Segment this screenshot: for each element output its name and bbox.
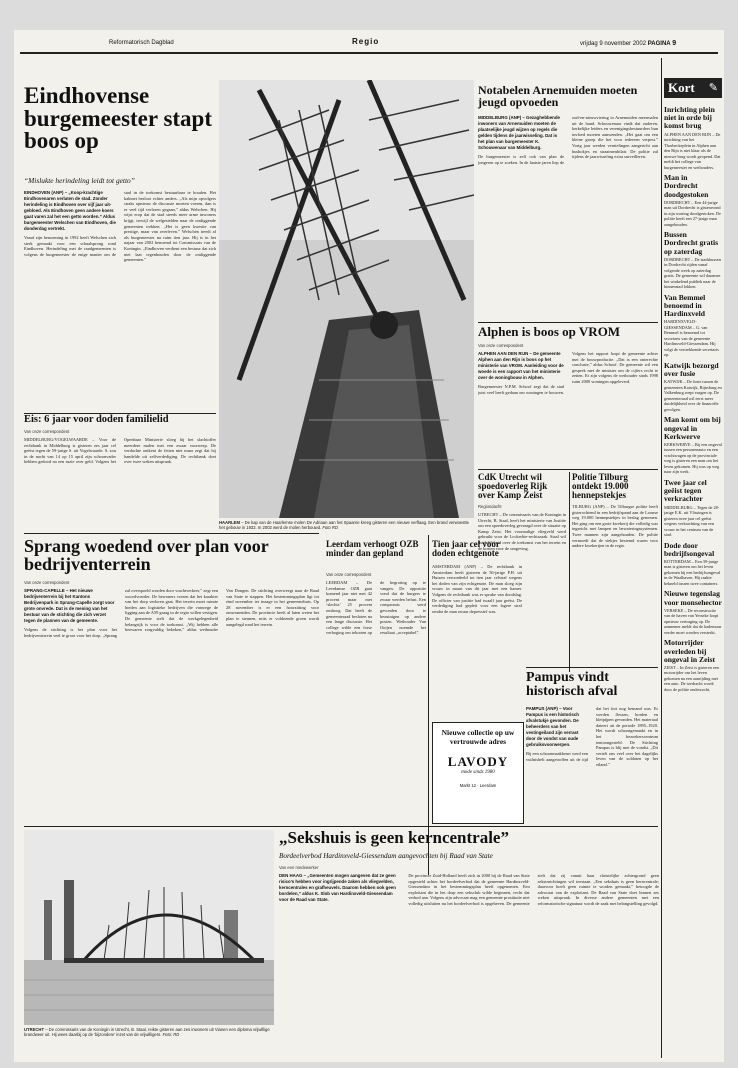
lead-text: Vanaf zijn benoeming in 1992 heeft Welschen zich sterk gemaakt voor een schaalsprong rond Eindhoven. Herindeling met de randgemeenten is volgens de burgemeester de enige manier om de stad in de toekomst bestuurbaar te houden. Het kabinet besloot echter anders. „Als mijn opvolgers straks opnieuw de discussie moeten voeren, dan is er veel tijd verloren gegaan,” aldus Welschen. Hij wijst erop dat de stad steeds meer arme inwoners krijgt, terwijl de welgestelden naar de omliggende gemeenten trekken. „Het is geen kwestie van prestige, maar van overleven.” Welschen treedt af als burgemeester na ruim tien jaar. Hij is in het najaar van 2002 benoemd tot Commissaris van de Koningin. „Eindhoven verdient een bestuur dat zich niet laat tegenhouden door de omliggende gemeenten.” bbox=[24, 190, 216, 263]
divider bbox=[24, 533, 319, 534]
divider bbox=[478, 322, 658, 323]
kort-item bbox=[664, 231, 722, 290]
lead-headline: Eindhovense burgemeester stapt boos op bbox=[24, 83, 212, 154]
bridge-photo bbox=[24, 830, 274, 1025]
vrom-headline: Alphen is boos op VROM bbox=[478, 324, 621, 339]
cdk-byline: Regiondacht bbox=[478, 504, 502, 509]
kort-title: Kort bbox=[668, 80, 695, 95]
echtgenote-headline: Tien jaar cel voor doden echtgenote bbox=[432, 539, 500, 558]
ad-tagline: mode sinds 1980 bbox=[461, 770, 495, 775]
sprang-text: Volgens de stichting is het plan voor het bedrijventerrein veel te groot voor het dorp. „Sprang zal overspoeld worden door vrachtverkeer,” zegt een woordvoerder. De bewoners vrezen dat het karakter van het dorp verloren gaat. Het terrein moet ruimte bieden aan logistieke bedrijven die vanwege de ligging aan de A59 graag in de regio willen vestigen. De gemeente stelt dat de werkgelegenheid belangrijk is voor de toekomst. „Wij hebben alle bezwaren zorgvuldig bekeken,” aldus wethouder Van Dongen. De stichting overweegt naar de Raad van State te stappen. Het bestemmingsplan ligt tot eind november ter inzage in het gemeentehuis. Op 28 november is er een hoorzitting voor omwonenden. De provincie heeft al laten weten het plan te steunen, mits er voldoende groen wordt aangelegd rond het terrein. bbox=[24, 588, 319, 638]
cdk-body: UTRECHT – De commissaris van de Koningin in Utrecht, B. Staal, heeft het ministerie van Justitie om een spoedoverleg gevraagd over de situatie op Kamp Zeist. Het voormalige vliegveld werd gebruikt voor de Lockerbie-rechtszaak. Staal wil duidelijkheid over de toekomst van het terrein en de kosten voor de omgeving. bbox=[478, 512, 566, 551]
bridge-caption bbox=[24, 1027, 274, 1038]
kort-item-title: Katwijk bezorgd over fusie bbox=[664, 360, 719, 379]
sprang-body bbox=[24, 588, 319, 823]
kort-item-text: VERSEKE – De reconstructie van de haven van Yerseke loopt opnieuw vertraging op. De aannemer meldt dat de kademuur verder moet worden versterkt. bbox=[664, 607, 722, 635]
arnemuiden-headline: Notabelen Arnemuiden moeten jeugd opvoeden bbox=[478, 83, 638, 109]
kort-item-text: ALPHEN AAN DEN RIJN – De inrichting van het Thorbeckeplein in Alphen aan den Rijn is niet klaar als de nieuwe brug wordt geopend. Dat meldt het college van burgemeester en wethouders. bbox=[664, 131, 721, 170]
sekshuis-byline: Van een medewerker bbox=[279, 865, 319, 870]
arnemuiden-lead: MIDDELBURG (ANP) – Gezaghebbende inwoners van Arnemuiden moeten de plaatselijke jeugd wijzen op regels die gelden tijdens de jaarwisseling. Dat is het plan van burgemeester K. Schouwenaar van Middelburg. bbox=[478, 115, 560, 150]
ad-title: Nieuwe collectie op uw vertrouwde adres bbox=[441, 728, 515, 746]
kort-item bbox=[664, 106, 722, 170]
page-label: PAGINA bbox=[647, 41, 671, 47]
kort-item-title: Man in Dordrecht doodgestoken bbox=[664, 173, 709, 199]
vrom-body bbox=[478, 351, 658, 466]
pampus-text: Bij een schoonmaakbeurt werd een vuilnisbelt aangetroffen uit de tijd dat het fort nog bemand was. Er werden flessen, borden en kleipijpen gevonden. Het materiaal dateert uit de periode 1895–1920. Het wordt schoongemaakt en in het bezoekerscentrum tentoongesteld. De Stichting Pampus is blij met de vondst. „Dit vertelt ons veel over het dagelijks leven van de soldaten op het eiland.” bbox=[526, 706, 658, 767]
vrom-lead: ALPHEN AAN DEN RIJN – De gemeente Alphen aan den Rijn is boos op het ministerie van VROM. Aanleiding voor de woede is een rapport van het ministerie over de woningbouw in Alphen. bbox=[478, 351, 564, 380]
kort-item bbox=[664, 590, 722, 635]
kort-item-text: MIDDELBURG – Tegen de 28-jarige E.K. uit Vlissingen is gisteren twee jaar cel geëist wegens verkrachting van een vrouw in het centrum van de stad. bbox=[664, 504, 720, 538]
bridge-caption-credit: Foto: RD bbox=[162, 1032, 180, 1038]
family-byline: Van onze correspondent bbox=[24, 429, 70, 434]
bridge-caption-text: – De commissaris van de Koningin in Utrecht, B. Staal, reikte gisteren aan zes inwoners uit Vianen een diploma vrijwillige brandweer uit. Hij wees daarbij op de ‘bijzondere’ inzet van de vrijwilligers. bbox=[24, 1027, 270, 1038]
sprang-byline: Van onze correspondent bbox=[24, 580, 70, 585]
kort-item-text: ROTTERDAM – Een 39-jarige man is gisteren om het leven gekomen bij een bedrijfsongeval in de Waalhaven. Hij raakte bekneld tussen twee containers. bbox=[664, 558, 721, 586]
windmill-caption-credit: Foto RD bbox=[322, 525, 338, 531]
pampus-headline: Pampus vindt historisch afval bbox=[526, 670, 618, 699]
kort-item-title: Inrichting plein niet in orde bij komst brug bbox=[664, 105, 715, 131]
kort-item-title: Motorrijder overleden bij ongeval in Zeist bbox=[664, 638, 716, 664]
kort-item bbox=[664, 479, 722, 538]
paper-name: Reformatorisch Dagblad bbox=[109, 40, 174, 46]
sidebar-rule bbox=[661, 58, 662, 1058]
ad-brand: LAVODY bbox=[447, 754, 509, 769]
lead-intro: EINDHOVEN (ANP) – „Koop-krachtige Eindhovenaren verlaten de stad. Zonder herindeling is Eindhoven over vijf jaar uit-gebloed. Als Eindhoven geen andere koers gaat varen zal het een getto worden.” Aldus burgemeester Welschen van Eindhoven, die donderdag vertrekt. bbox=[24, 190, 116, 231]
kort-header bbox=[664, 78, 722, 98]
kort-item bbox=[664, 639, 722, 692]
kort-item bbox=[664, 416, 722, 475]
sekshuis-headline: „Sekshuis is geen kerncentrale” bbox=[279, 828, 509, 847]
ad-address: Markt 12 · Leerdam bbox=[459, 783, 497, 788]
divider bbox=[478, 469, 658, 470]
cdk-headline: CdK Utrecht wil spoedoverleg Rijk over Kamp Zeist bbox=[478, 472, 548, 500]
sekshuis-lead: DEN HAAG – „Gemeenten mogen aangeven dat ze geen risico’s hebben voor ingrijpende zaken als vliegvelden, kerncentrales en grafheuvels. Daarom hebben ook geen bordelen,” aldus K. Slob van Hardinxveld-Giessendam voor de Raad van State. bbox=[279, 873, 396, 902]
advertisement[interactable] bbox=[432, 722, 524, 824]
kort-item-title: Dode door bedrijfsongeval bbox=[664, 540, 715, 558]
kort-item bbox=[664, 294, 722, 358]
echtgenote-body: AMSTERDAM (ANP) – De rechtbank in Amsterdam heeft gisteren de 56-jarige P.H. uit Huizen veroordeeld tot tien jaar celstraf wegens het doden van zijn echtgenote. De man sloeg zijn vrouw in maart van dit jaar met een hamer. Volgens de rechtbank was er sprake van doodslag. De officier van justitie had twaalf jaar geëist. De verdediging had gepleit voor een lagere straf omdat de man zwaar depressief was. bbox=[432, 564, 522, 614]
sprang-headline: Sprang woedend over plan voor bedrijventerrein bbox=[24, 536, 269, 574]
bridge-caption-label: UTRECHT bbox=[24, 1027, 45, 1032]
lead-subhead: “Mislukte herindeling leidt tot getto” bbox=[24, 176, 135, 185]
windmill-photo bbox=[219, 80, 474, 518]
lead-body bbox=[24, 190, 216, 410]
divider bbox=[526, 667, 658, 668]
sprang-lead: SPRANG-CAPELLE – Het nieuwe bedrijventerrein bij het Kantons Bedrijvenpark in Sprang-Capelle zorgt voor grote onvrede. Dat is de mening van het bestuur van de stichting die zich verzet tegen de plannen van de gemeente. bbox=[24, 588, 115, 623]
date-text: vrijdag 9 november 2002 bbox=[580, 41, 647, 47]
page-date bbox=[580, 40, 676, 47]
column-rule bbox=[569, 472, 570, 672]
kort-item-text: KATWIJK – De fusie tussen de gemeenten Katwijk, Rijnsburg en Valkenburg roept vragen op. De gemeenteraad wil eerst meer duidelijkheid over de financiële gevolgen. bbox=[664, 379, 722, 412]
family-body: MIDDELBURG/VOGELWAARDE – Voor de rechtbank in Middelburg is gisteren zes jaar cel geëist tegen de 59-jarige S. uit Vogelwaarde. S. zou in de nacht van 14 op 15 april zijn schoonvader hebben gedood na een ruzie over geld. Volgens het Openbaar Ministerie sloeg hij het slachtoffer meerdere malen met een zwaar voorwerp. De verdachte ontkent de feiten niet maar zegt dat hij handelde uit zelfverdediging. De rechtbank doet over twee weken uitspraak. bbox=[24, 437, 216, 465]
kort-item-text: KERKWERVE – Bij een ongeval tussen een personenauto en een vrachtwagen op de provinciale weg is gisteren een man om het leven gekomen. Hij was op weg naar zijn werk. bbox=[664, 441, 722, 475]
windmill-image bbox=[219, 80, 474, 518]
section-name: Regio bbox=[352, 37, 380, 46]
ozb-byline: Van onze correspondent bbox=[326, 572, 372, 577]
vrom-byline: Van onze correspondent bbox=[478, 343, 524, 348]
kort-item bbox=[664, 542, 722, 587]
kort-item bbox=[664, 362, 722, 412]
ozb-headline: Leerdam verhoogt OZB minder dan gepland bbox=[326, 539, 419, 558]
pampus-lead: PAMPUS (ANP) – Voor Pampus is een historisch afvalstukje gevonden. De beheerders van het vestingeiland zijn verrast door de vondst van oude gebruiksvoorwerpen. bbox=[526, 706, 579, 747]
kort-item-text: DORDRECHT – Een 44-jarige man uit Dordrecht is gisteravond in zijn woning doodgestoken. De politie heeft een 27-jarige man aangehouden. bbox=[664, 199, 721, 227]
pampus-body bbox=[526, 706, 658, 822]
ozb-body: LEERDAM – De Leerdamse OZB gaat komend jaar niet met 42 procent maar met ‘slechts’ 25 procent omhoog. Dat heeft de gemeenteraad besloten na een lange discussie. Het college wilde een forse verhoging om tekorten op de begroting op te vangen. De oppositie vond dat de burgers te zwaar werden belast. Een compromis werd gevonden door te bezuinigen op andere posten. Wethouder Van Ooijen noemde het resultaat „acceptabel”. bbox=[326, 580, 426, 636]
kort-item-text: ZEIST – In Zeist is gisteren een motorrijder om het leven gekomen na een aanrijding met een auto. De toedracht wordt door de politie onderzocht. bbox=[664, 664, 719, 692]
kort-item-title: Bussen Dordrecht gratis op zaterdag bbox=[664, 230, 719, 256]
sekshuis-subhead: Bordeelverbod Hardinxveld-Giessendam aangevochten bij Raad van State bbox=[279, 852, 493, 860]
family-headline: Eis: 6 jaar voor doden familielid bbox=[24, 414, 169, 425]
sekshuis-body bbox=[279, 873, 659, 1053]
tilburg-headline: Politie Tilburg ontdekt 19.000 hennepstekjes bbox=[572, 472, 629, 500]
windmill-caption-label: HAARLEM bbox=[219, 520, 240, 525]
kort-list bbox=[664, 102, 722, 1057]
arnemuiden-body bbox=[478, 115, 658, 320]
kort-item-title: Man komt om bij ongeval in Kerkwerve bbox=[664, 415, 721, 441]
windmill-caption-text: – De kap van de Haarlemse molen De Adriaan aan het Spaarne kreeg gisteren een nieuwe verflaag. Een brand verwoestte het gebouw in 1932. In 2002 werd de molen herbouwd. bbox=[219, 520, 470, 531]
header-rule bbox=[20, 52, 718, 54]
kort-item-text: DORDRECHT – De stadsbussen in Dordrecht rijden vanaf volgende week op zaterdag gratis. De gemeente wil daarmee het winkelend publiek naar de binnenstad lokken. bbox=[664, 256, 721, 290]
vrom-text: Burgemeester N.P.M. Schoof zegt dat de stad juist veel heeft gedaan om woningen te bouwen. Volgens het rapport loopt de gemeente achter met de bouwproductie. „Dat is een onterechte conclusie,” aldus Schoof. De gemeente wil een gesprek met de minister om de cijfers recht te zetten. Er zijn volgens de wethouder sinds 1998 ruim 2000 woningen opgeleverd. bbox=[478, 351, 658, 395]
arnemuiden-text: De burgemeester is zelf ook van plan de jongeren op te zoeken. In de laatste jaren liep de oud-en-nieuwviering in Arnemuiden meermalen uit de hand. Schouwenaar vindt dat ouderen, kerkelijke leiders en verenigingsbestuurders hun invloed moeten aanwenden. „Het gaat om een kleine groep die het voor iedereen verpest.” Vorig jaar werden vernielingen aangericht aan bushokjes en straatmeubilair. De politie zal tijdens de jaarwisseling extra surveilleren. bbox=[478, 115, 658, 165]
column-rule bbox=[428, 535, 429, 875]
bridge-image bbox=[24, 830, 274, 1025]
divider bbox=[24, 826, 658, 827]
kort-item-title: Van Bemmel benoemd in Hardinxveld bbox=[664, 292, 706, 319]
sekshuis-text: De provincie Zuid-Holland heeft zich in 2000 bij de Raad van State opgesteld achter het bordeelverbod dat de gemeente Hardinxveld-Giessendam in het bestemmingsplan heeft opgenomen. Een exploitant die in het dorp een seksclub wilde beginnen, vecht dat verbod aan. Volgens zijn advocaat mag een gemeente prostitutie niet volledig uitsluiten nu het bordeelverbod is opgeheven. De gemeente stelt dat zij vanuit haar christelijke achtergrond geen seksinrichtingen wil toestaan. „Een sekshuis is geen kerncentrale; daarvoor hoeft geen ruimte te worden gemaakt,” betoogde de advocaat van de exploitant. De Raad van State doet binnen zes weken uitspraak. In diverse andere gemeenten met een reformatorische signatuur wordt de zaak met belangstelling gevolgd. bbox=[408, 873, 659, 906]
newspaper-icon: ✎ bbox=[708, 82, 718, 94]
windmill-caption bbox=[219, 520, 474, 531]
kort-item-text: HARDINXVELD-GIESSENDAM – G. van Bemmel is benoemd tot secretaris van de gemeente Hardinxveld-Giessendam. Hij volgt de vertrekkende secretaris op. bbox=[664, 319, 719, 358]
newspaper-page bbox=[14, 30, 724, 1062]
page-number: 9 bbox=[672, 40, 677, 47]
kort-item bbox=[664, 174, 722, 227]
tilburg-body: TILBURG (ANP) – De Tilburgse politie heeft gisterochtend in een bedrijfspand aan de Loonse weg 19.000 hennepstekjes in beslag genomen. Het ging om een grote kwekerij die volledig was ingericht met lampen en bewateringssystemen. Twee mannen zijn aangehouden. De politie vermoedt dat de stekjes bestemd waren voor andere kwekerijen in de regio. bbox=[572, 504, 658, 549]
kort-item-title: Twee jaar cel geëist tegen verkrachter bbox=[664, 477, 707, 504]
kort-item-title: Nieuwe tegenslag voor monsehector bbox=[664, 589, 722, 607]
